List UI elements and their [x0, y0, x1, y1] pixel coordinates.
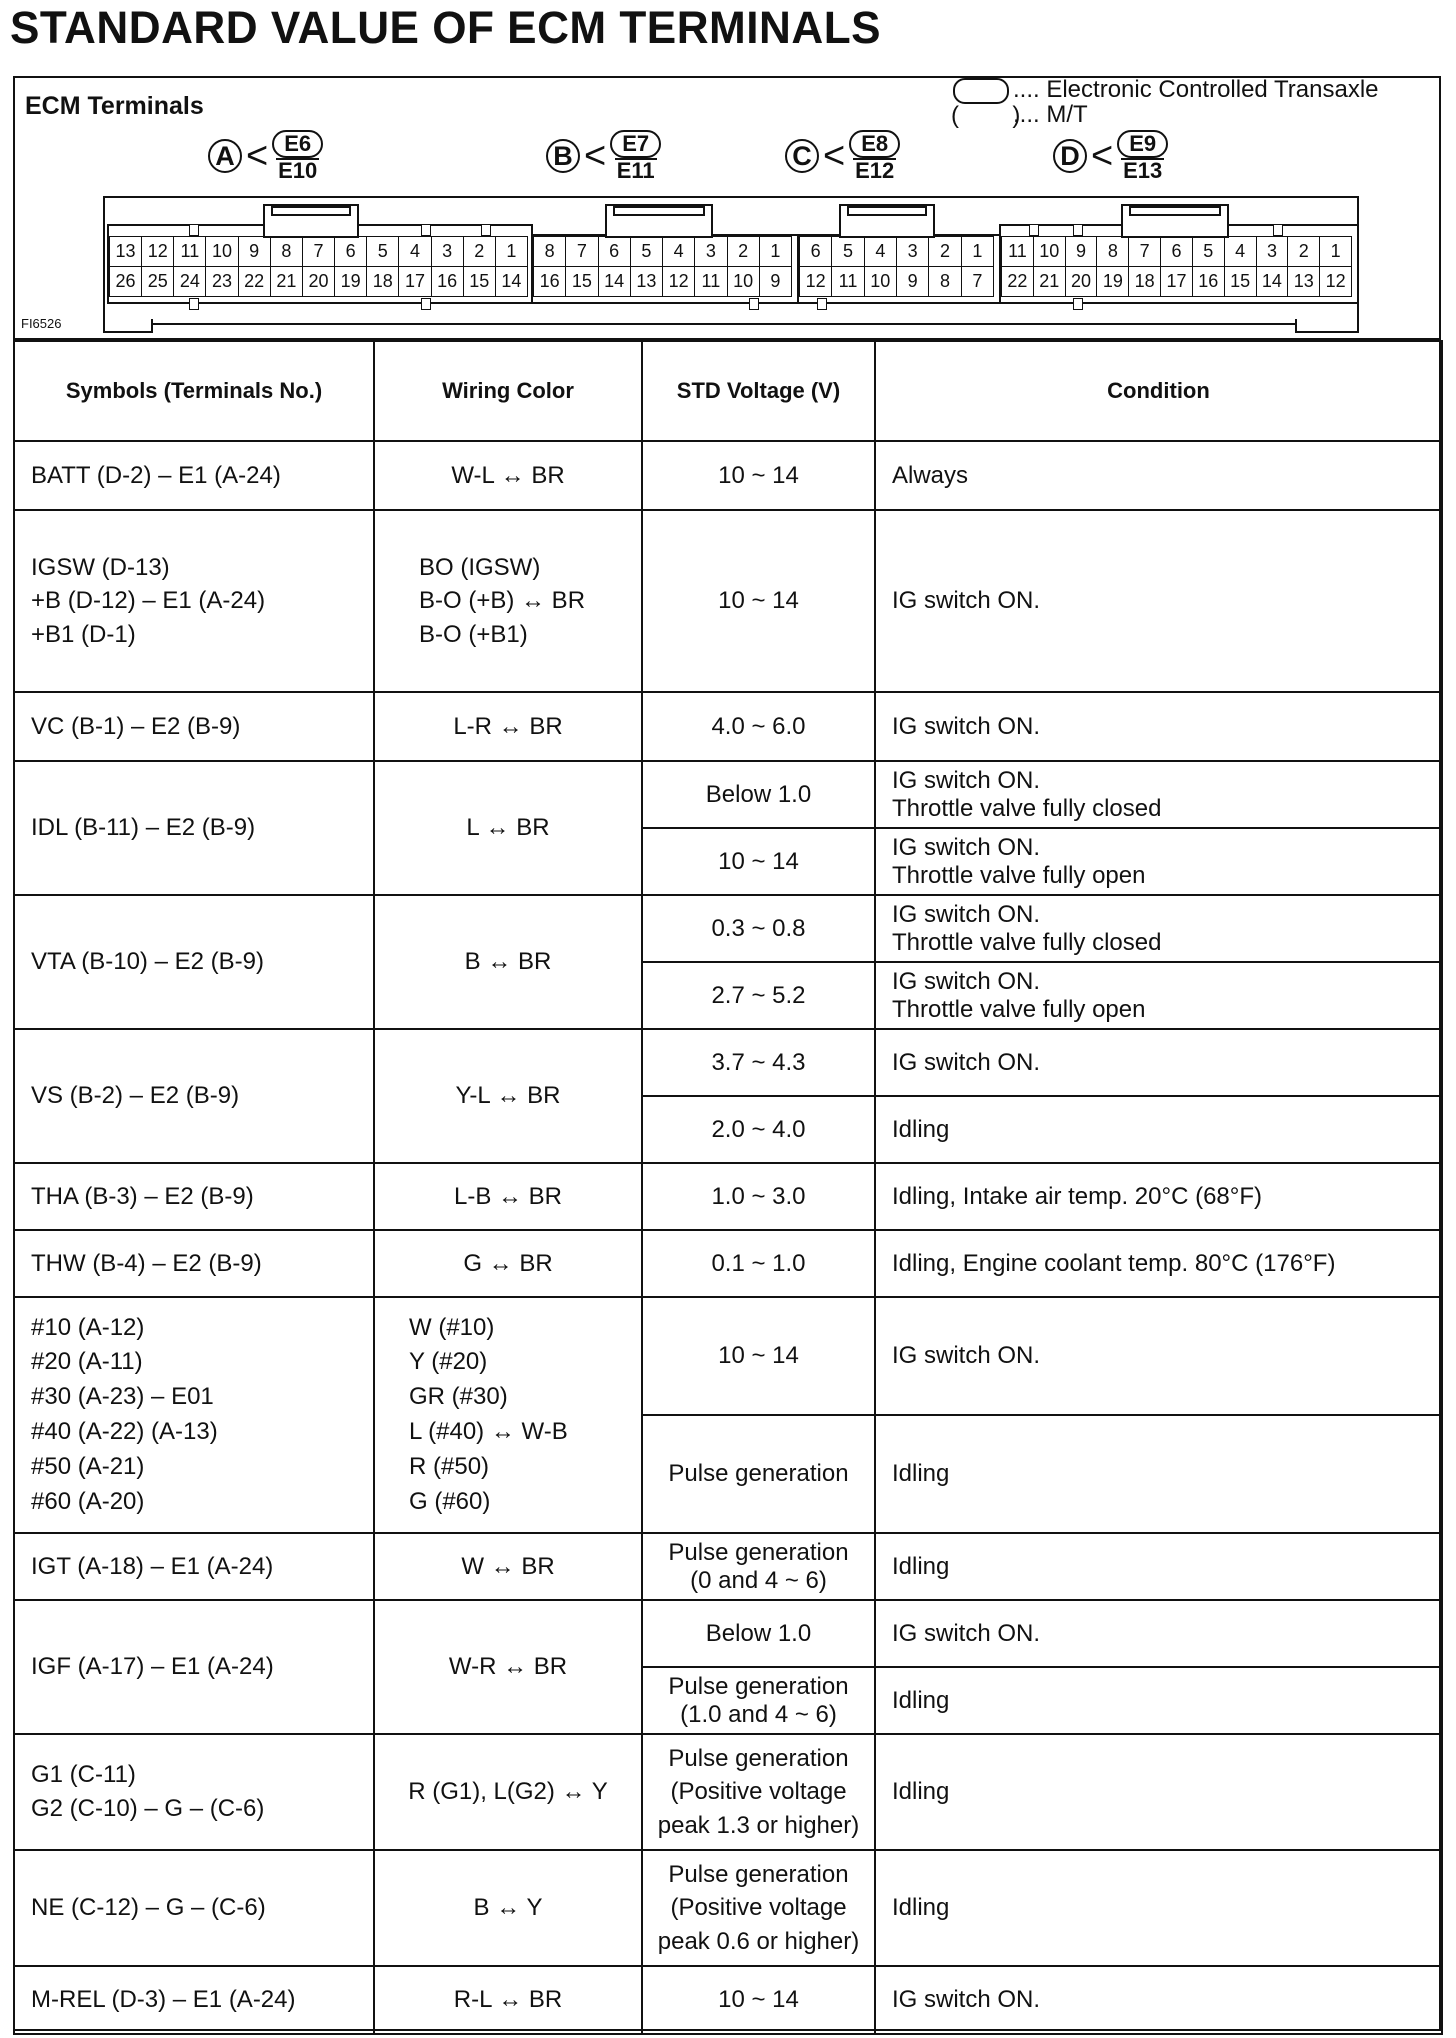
pin: 20	[303, 267, 335, 297]
figure-code: FI6526	[21, 316, 62, 331]
diagram-label: ECM Terminals	[25, 92, 204, 120]
pin: 12	[142, 237, 174, 267]
wiring-color-cell: W-L ↔ BR	[374, 441, 642, 510]
pin: 8	[271, 237, 303, 267]
table-row	[14, 1163, 1442, 1230]
connector-letter: A	[208, 139, 242, 173]
pin: 2	[1288, 237, 1320, 267]
pin: 16	[534, 267, 566, 297]
connector-tab	[817, 298, 827, 310]
pin: 15	[464, 267, 496, 297]
pin: 14	[599, 267, 631, 297]
pin: 19	[335, 267, 367, 297]
connector-a-pins	[109, 236, 528, 297]
wiring-color-cell: L-B ↔ BR	[374, 1163, 642, 1230]
wiring-color-cell: W (#10) Y (#20) GR (#30) L (#40) ↔ W-B R (#50) G (#60)	[374, 1297, 642, 1533]
pin: 9	[760, 267, 792, 297]
table-row	[14, 895, 1442, 962]
connector-c-lock-inner	[847, 206, 927, 216]
table-row	[14, 1966, 1442, 2034]
symbol-cell: THA (B-3) – E2 (B-9)	[14, 1163, 374, 1230]
pin: 5	[631, 237, 663, 267]
symbol-cell: NE (C-12) – G – (C-6)	[14, 1850, 374, 1966]
condition-cell: IG switch ON. Throttle valve fully open	[875, 962, 1442, 1029]
voltage-cell: 10 ~ 14	[642, 1297, 875, 1415]
connector-a-lock-inner	[271, 206, 351, 216]
condition-cell: IG switch ON.	[875, 1600, 1442, 1667]
pin: 11	[832, 267, 864, 297]
pin: 23	[206, 267, 238, 297]
connector-tab	[1029, 224, 1039, 236]
pin: 6	[1161, 237, 1193, 267]
voltage-cell: 1.0 ~ 3.0	[642, 1163, 875, 1230]
wiring-color-cell: R-L ↔ BR	[374, 1966, 642, 2034]
wiring-color-cell: Y-L ↔ BR	[374, 1029, 642, 1163]
connector-c-label: C < E8 E12	[785, 130, 900, 182]
mt-connector-code: E11	[616, 158, 655, 183]
pin: 10	[865, 267, 897, 297]
voltage-cell: Below 1.0	[642, 761, 875, 828]
symbol-cell: VTA (B-10) – E2 (B-9)	[14, 895, 374, 1029]
pin: 1	[760, 237, 792, 267]
symbol-cell: #10 (A-12) #20 (A-11) #30 (A-23) – E01 #40 (A-22) (A-13) #50 (A-21) #60 (A-20)	[14, 1297, 374, 1533]
wiring-color-cell: W-R ↔ BR	[374, 1600, 642, 1734]
pin: 2	[929, 237, 961, 267]
column-header-symbols: Symbols (Terminals No.)	[14, 341, 374, 441]
pin: 10	[206, 237, 238, 267]
mt-connector-code: E13	[1123, 158, 1163, 183]
connector-d-pins	[1001, 236, 1352, 297]
wiring-color-cell: BO (IGSW) B-O (+B) ↔ BR B-O (+B1)	[374, 510, 642, 692]
symbol-cell: IGSW (D-13) +B (D-12) – E1 (A-24) +B1 (D-1)	[14, 510, 374, 692]
table-row	[14, 510, 1442, 692]
voltage-cell: Below 1.0	[642, 1600, 875, 1667]
pin: 8	[929, 267, 961, 297]
housing-foot-left	[103, 319, 153, 333]
mt-connector-code: E10	[278, 158, 318, 183]
connector-letter: C	[785, 139, 819, 173]
wiring-color-cell: L-R ↔ BR	[374, 692, 642, 761]
voltage-cell: Pulse generation	[642, 1415, 875, 1533]
pin: 13	[110, 237, 142, 267]
pin: 13	[631, 267, 663, 297]
pin: 6	[335, 237, 367, 267]
condition-cell: IG switch ON. Throttle valve fully closed	[875, 761, 1442, 828]
condition-cell: Idling, Engine coolant temp. 80°C (176°F)	[875, 1230, 1442, 1297]
pin: 5	[367, 237, 399, 267]
pin: 5	[1193, 237, 1225, 267]
wiring-color-cell: W ↔ BR	[374, 1533, 642, 1600]
pin: 16	[1193, 267, 1225, 297]
wiring-color-cell: B ↔ BR	[374, 895, 642, 1029]
ect-connector-code: E6	[272, 130, 323, 158]
terminal-table	[13, 340, 1443, 2035]
wiring-color-cell: R (G1), L(G2) ↔ Y	[374, 1734, 642, 1850]
pin: 2	[728, 237, 760, 267]
symbol-cell: IDL (B-11) – E2 (B-9)	[14, 761, 374, 895]
connector-tab	[421, 224, 431, 236]
voltage-cell: Pulse generation (1.0 and 4 ~ 6)	[642, 1667, 875, 1734]
pin: 8	[1097, 237, 1129, 267]
pin: 1	[1320, 237, 1352, 267]
voltage-cell: Pulse generation (Positive voltage peak 0.6 or higher)	[642, 1850, 875, 1966]
pin: 21	[1034, 267, 1066, 297]
voltage-cell: 10 ~ 14	[642, 828, 875, 895]
pin: 1	[496, 237, 528, 267]
pin: 9	[897, 267, 929, 297]
pin: 2	[464, 237, 496, 267]
connector-tab	[421, 298, 431, 310]
connector-tab	[481, 224, 491, 236]
condition-cell: Idling	[875, 1533, 1442, 1600]
pin: 21	[271, 267, 303, 297]
table-row	[14, 1029, 1442, 1096]
connector-c-pins	[799, 236, 994, 297]
housing-foot-right	[1295, 319, 1359, 333]
connector-b-pins	[533, 236, 792, 297]
pin: 7	[566, 237, 598, 267]
symbol-cell: G1 (C-11) G2 (C-10) – G – (C-6)	[14, 1734, 374, 1850]
voltage-cell: 10 ~ 14	[642, 510, 875, 692]
connector-d-lock-inner	[1129, 206, 1221, 216]
condition-cell: Idling	[875, 1096, 1442, 1163]
wiring-color-cell: G ↔ BR	[374, 1230, 642, 1297]
table-row	[14, 1230, 1442, 1297]
voltage-cell: 3.7 ~ 4.3	[642, 1029, 875, 1096]
connector-b-lock-inner	[613, 206, 705, 216]
legend-ect-symbol	[953, 78, 1009, 104]
voltage-cell: 2.0 ~ 4.0	[642, 1096, 875, 1163]
pin: 4	[865, 237, 897, 267]
condition-cell: Idling, Intake air temp. 20°C (68°F)	[875, 1163, 1442, 1230]
voltage-cell: 10 ~ 14	[642, 1966, 875, 2034]
connector-tab	[1273, 224, 1283, 236]
column-header-wiring-color: Wiring Color	[374, 341, 642, 441]
pin: 20	[1066, 267, 1098, 297]
table-row	[14, 1734, 1442, 1850]
pin: 7	[1129, 237, 1161, 267]
connector-tab	[189, 298, 199, 310]
pin: 12	[1320, 267, 1352, 297]
connector-tab	[1073, 224, 1083, 236]
ecm-terminal-diagram	[13, 76, 1441, 340]
voltage-cell: 0.1 ~ 1.0	[642, 1230, 875, 1297]
pin: 3	[1257, 237, 1289, 267]
connector-tab	[749, 298, 759, 310]
pin: 3	[897, 237, 929, 267]
pin: 3	[432, 237, 464, 267]
voltage-cell: 4.0 ~ 6.0	[642, 692, 875, 761]
connector-tab	[189, 224, 199, 236]
table-header-row	[14, 341, 1442, 441]
ect-connector-code: E7	[610, 130, 661, 158]
legend-mt-symbol: ( )	[951, 102, 1021, 129]
pin: 11	[174, 237, 206, 267]
pin: 15	[1225, 267, 1257, 297]
pin: 14	[496, 267, 528, 297]
symbol-cell: VC (B-1) – E2 (B-9)	[14, 692, 374, 761]
pin: 16	[432, 267, 464, 297]
pin: 6	[800, 237, 832, 267]
condition-cell: Idling	[875, 1850, 1442, 1966]
pin: 11	[1002, 237, 1034, 267]
voltage-cell: 2.7 ~ 5.2	[642, 962, 875, 1029]
condition-cell: IG switch ON.	[875, 1029, 1442, 1096]
voltage-cell: Pulse generation (Positive voltage peak 1.3 or higher)	[642, 1734, 875, 1850]
table-row	[14, 1297, 1442, 1415]
voltage-cell: 0.3 ~ 0.8	[642, 895, 875, 962]
pin: 3	[695, 237, 727, 267]
pin: 4	[1225, 237, 1257, 267]
condition-cell: Idling	[875, 1734, 1442, 1850]
connector-d-label: D < E9 E13	[1053, 130, 1168, 182]
legend-ect: .... Electronic Controlled Transaxle	[1013, 76, 1379, 103]
table-row	[14, 1850, 1442, 1966]
pin: 7	[962, 267, 994, 297]
symbol-cell: VS (B-2) – E2 (B-9)	[14, 1029, 374, 1163]
symbol-cell: IGF (A-17) – E1 (A-24)	[14, 1600, 374, 1734]
table-row	[14, 1533, 1442, 1600]
condition-cell: IG switch ON.	[875, 692, 1442, 761]
connector-letter: B	[546, 139, 580, 173]
table-row	[14, 761, 1442, 828]
connector-tab	[1073, 298, 1083, 310]
symbol-cell: M-REL (D-3) – E1 (A-24)	[14, 1966, 374, 2034]
pin: 25	[142, 267, 174, 297]
condition-cell: Idling	[875, 1667, 1442, 1734]
symbol-cell: IGT (A-18) – E1 (A-24)	[14, 1533, 374, 1600]
pin: 17	[399, 267, 431, 297]
condition-cell: IG switch ON.	[875, 510, 1442, 692]
table-row	[14, 692, 1442, 761]
connector-b-label: B < E7 E11	[546, 130, 661, 182]
page-title: STANDARD VALUE OF ECM TERMINALS	[10, 2, 882, 53]
condition-cell: Idling	[875, 1415, 1442, 1533]
pin: 24	[174, 267, 206, 297]
legend-mt: .... M/T	[1013, 101, 1088, 128]
connector-a-label: A < E6 E10	[208, 130, 323, 182]
condition-cell: IG switch ON.	[875, 1966, 1442, 2034]
wiring-color-cell: L ↔ BR	[374, 761, 642, 895]
pin: 18	[367, 267, 399, 297]
voltage-cell: 10 ~ 14	[642, 441, 875, 510]
pin: 11	[695, 267, 727, 297]
pin: 12	[663, 267, 695, 297]
pin: 22	[1002, 267, 1034, 297]
table-row	[14, 441, 1442, 510]
ect-connector-code: E9	[1117, 130, 1168, 158]
pin: 7	[303, 237, 335, 267]
pin: 4	[663, 237, 695, 267]
condition-cell: IG switch ON. Throttle valve fully closed	[875, 895, 1442, 962]
pin: 5	[832, 237, 864, 267]
pin: 17	[1161, 267, 1193, 297]
pin: 12	[800, 267, 832, 297]
pin: 6	[599, 237, 631, 267]
pin: 1	[962, 237, 994, 267]
symbol-cell: THW (B-4) – E2 (B-9)	[14, 1230, 374, 1297]
pin: 9	[239, 237, 271, 267]
wiring-color-cell: B ↔ Y	[374, 1850, 642, 1966]
pin: 26	[110, 267, 142, 297]
pin: 9	[1066, 237, 1098, 267]
pin: 10	[728, 267, 760, 297]
pin: 15	[566, 267, 598, 297]
symbol-cell: BATT (D-2) – E1 (A-24)	[14, 441, 374, 510]
ect-connector-code: E8	[849, 130, 900, 158]
column-header-condition: Condition	[875, 341, 1442, 441]
mt-connector-code: E12	[855, 158, 895, 183]
pin: 13	[1288, 267, 1320, 297]
table-row	[14, 1600, 1442, 1667]
pin: 22	[239, 267, 271, 297]
pin: 4	[399, 237, 431, 267]
condition-cell: IG switch ON.	[875, 1297, 1442, 1415]
pin: 18	[1129, 267, 1161, 297]
pin: 19	[1097, 267, 1129, 297]
pin: 10	[1034, 237, 1066, 267]
connector-letter: D	[1053, 139, 1087, 173]
condition-cell: Always	[875, 441, 1442, 510]
condition-cell: IG switch ON. Throttle valve fully open	[875, 828, 1442, 895]
voltage-cell: Pulse generation (0 and 4 ~ 6)	[642, 1533, 875, 1600]
column-header-std-voltage: STD Voltage (V)	[642, 341, 875, 441]
pin: 14	[1257, 267, 1289, 297]
pin: 8	[534, 237, 566, 267]
